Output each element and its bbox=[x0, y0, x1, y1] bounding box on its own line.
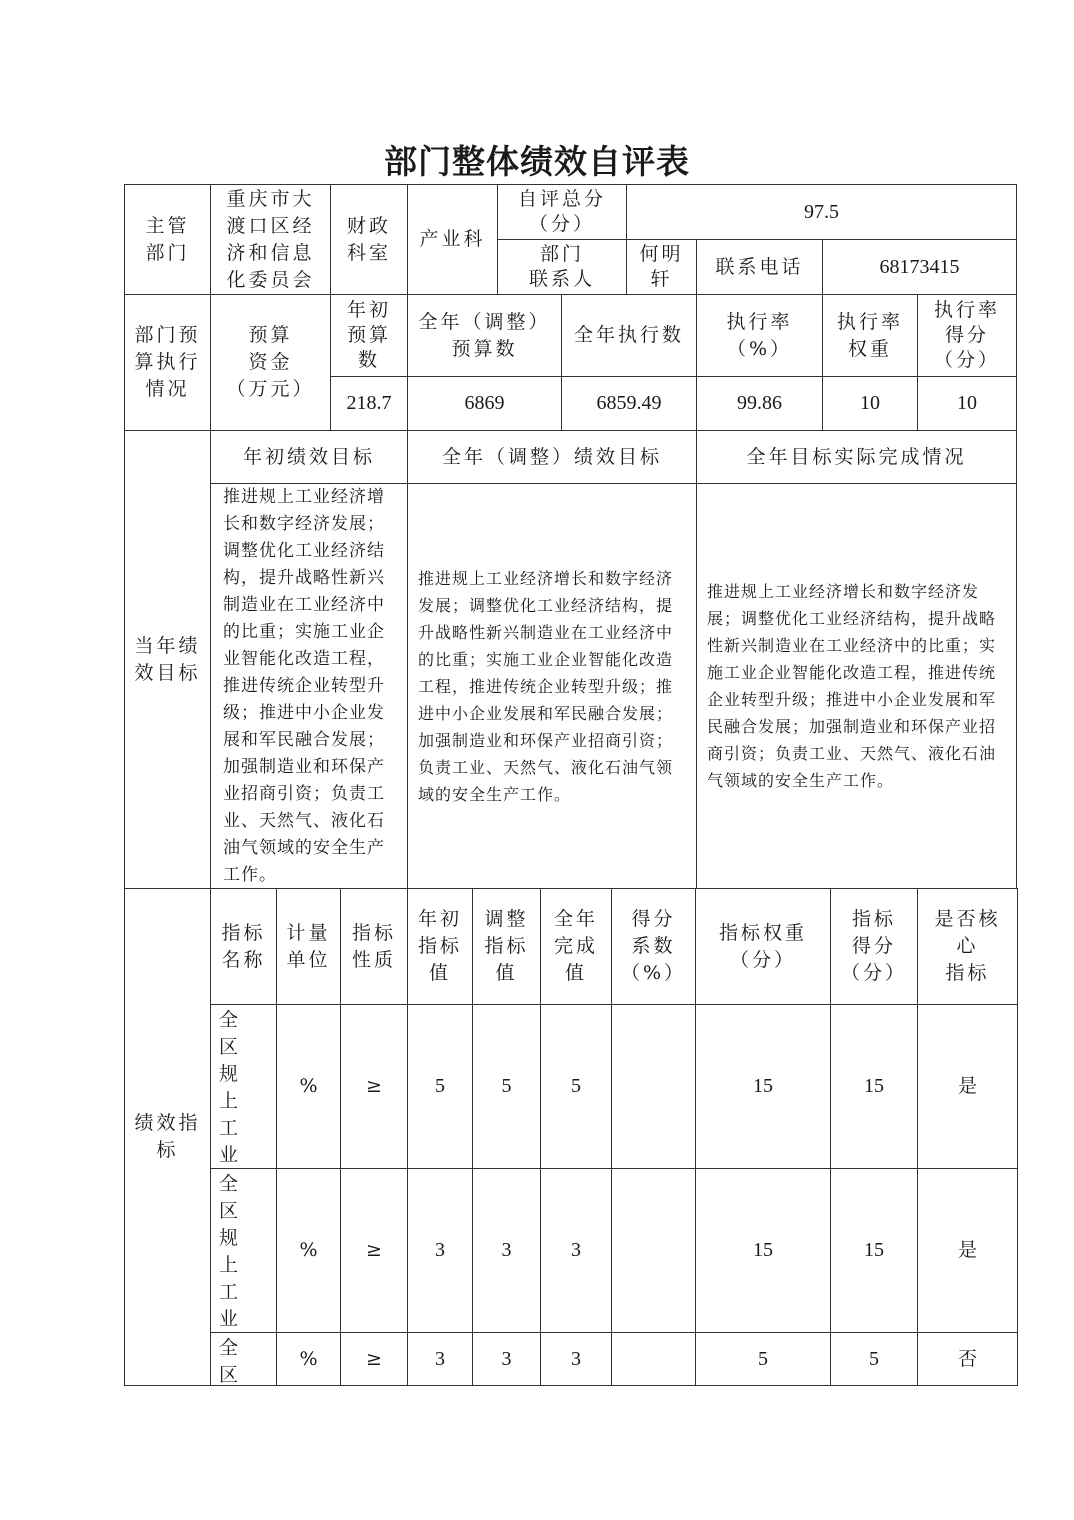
dept-label-cell bbox=[124, 184, 211, 295]
goals-initial-cell bbox=[210, 483, 408, 889]
budget-value-weight bbox=[822, 376, 918, 431]
indicator-header-cell bbox=[407, 888, 473, 1005]
indicator-weight: 5 bbox=[758, 1347, 768, 1370]
budget-col-label: 执行率 权重 bbox=[836, 310, 903, 360]
budget-section-label: 部门预 算执行 情况 bbox=[134, 324, 201, 400]
contact-value-cell bbox=[626, 239, 697, 295]
indicator-adjusted: 5 bbox=[501, 1075, 512, 1097]
score-label: 自评总分 （分） bbox=[517, 188, 606, 235]
goals-header-initial bbox=[210, 430, 408, 484]
score-value: 97.5 bbox=[804, 200, 839, 223]
goals-actual-cell bbox=[696, 483, 1017, 889]
indicator-header: 指标 性质 bbox=[351, 921, 396, 971]
goals-adjusted-text: 推进规上工业经济增长和数字经济发展；调整优化工业经济结构，提升战略性新兴制造业在工业经济中的比重；实施工业企业智能化改造工程，推进传统企业转型升级；推进中小企业发展和军民融合发展；加强制造业和环保产业招商引资；负责工业、天然气、液化石油气领域的安全生产工作。 bbox=[418, 568, 674, 804]
indicator-nature: ≥ bbox=[366, 1239, 382, 1261]
indicator-score: 15 bbox=[864, 1239, 884, 1261]
score-label-cell bbox=[497, 184, 627, 240]
indicators-section-label: 绩效指 标 bbox=[134, 1112, 201, 1161]
contact-label-cell bbox=[497, 239, 627, 295]
indicator-adjusted: 3 bbox=[501, 1239, 512, 1261]
indicator-header-cell bbox=[276, 888, 341, 1005]
indicator-row-3-indicator-initial-cell bbox=[407, 1332, 473, 1386]
indicator-header-cell bbox=[340, 888, 408, 1005]
budget-value: 6859.49 bbox=[596, 392, 662, 414]
goals-header: 年初绩效目标 bbox=[242, 445, 375, 468]
budget-col-label: 全年执行数 bbox=[573, 324, 684, 346]
indicator-row-3-indicator-adjusted-cell bbox=[472, 1332, 541, 1386]
goals-header-actual bbox=[696, 430, 1017, 484]
indicator-row-2-indicator-adjusted-cell bbox=[472, 1168, 541, 1333]
indicator-row-2-indicator-weight-cell bbox=[695, 1168, 831, 1333]
indicator-row-2-indicator-coef-cell bbox=[611, 1168, 696, 1333]
indicator-unit: % bbox=[299, 1075, 318, 1097]
budget-col-rate bbox=[696, 294, 823, 377]
indicator-nature: ≥ bbox=[366, 1075, 382, 1097]
indicator-row-1-indicator-name-cell bbox=[210, 1004, 277, 1169]
indicator-name: 全区 bbox=[219, 1337, 241, 1386]
indicator-row-1-indicator-weight-cell bbox=[695, 1004, 831, 1169]
page-title: 部门整体绩效自评表 bbox=[384, 142, 690, 181]
indicator-row-1-indicator-initial-cell bbox=[407, 1004, 473, 1169]
budget-value-executed bbox=[561, 376, 697, 431]
phone-label: 联系电话 bbox=[715, 255, 804, 278]
indicator-row-1-indicator-unit-cell bbox=[276, 1004, 341, 1169]
budget-value-initial bbox=[330, 376, 408, 431]
budget-value: 6869 bbox=[464, 392, 505, 414]
indicator-row-2-indicator-core-cell bbox=[917, 1168, 1018, 1333]
office-label-cell bbox=[330, 184, 408, 295]
indicator-row-2-indicator-nature-cell bbox=[340, 1168, 408, 1333]
indicator-row-1-indicator-coef-cell bbox=[611, 1004, 696, 1169]
indicator-row-1-indicator-nature-cell bbox=[340, 1004, 408, 1169]
contact-value: 何明 轩 bbox=[639, 243, 684, 290]
indicator-row-2-indicator-actual-cell bbox=[540, 1168, 612, 1333]
indicator-core: 是 bbox=[957, 1239, 977, 1261]
indicator-actual: 3 bbox=[571, 1239, 581, 1261]
budget-value: 10 bbox=[860, 392, 880, 414]
indicator-row-3-indicator-score-cell bbox=[830, 1332, 918, 1386]
indicator-header-cell bbox=[695, 888, 831, 1005]
indicator-row-3-indicator-weight-cell bbox=[695, 1332, 831, 1386]
indicators-section-label-cell bbox=[124, 888, 211, 1386]
contact-label: 部门 联系人 bbox=[528, 243, 595, 290]
indicator-header-cell bbox=[830, 888, 918, 1005]
budget-value-score bbox=[917, 376, 1017, 431]
indicator-header-cell bbox=[917, 888, 1018, 1005]
budget-value: 10 bbox=[957, 392, 977, 414]
office-value-cell bbox=[407, 184, 498, 295]
indicator-initial: 5 bbox=[435, 1075, 445, 1097]
indicator-header: 计量 单位 bbox=[286, 921, 331, 971]
indicator-initial: 3 bbox=[435, 1347, 445, 1370]
indicator-header: 指标权重 （分） bbox=[718, 921, 807, 971]
indicator-core: 是 bbox=[957, 1075, 977, 1097]
budget-col-score bbox=[917, 294, 1017, 377]
budget-col-weight bbox=[822, 294, 918, 377]
budget-col-label: 执行率 得分 （分） bbox=[933, 299, 1000, 371]
budget-section-label-cell bbox=[124, 294, 211, 431]
indicator-header: 得分 系数 （%） bbox=[620, 908, 687, 984]
indicator-header: 年初 指标 值 bbox=[417, 908, 462, 984]
phone-value: 68173415 bbox=[879, 255, 960, 278]
indicator-header: 全年 完成 值 bbox=[553, 908, 598, 984]
indicator-header-cell bbox=[472, 888, 541, 1005]
indicator-row-3-indicator-name-cell bbox=[210, 1332, 277, 1386]
dept-value-cell bbox=[210, 184, 331, 295]
budget-value: 99.86 bbox=[737, 392, 782, 414]
indicator-row-1-indicator-score-cell bbox=[830, 1004, 918, 1169]
indicator-row-2-indicator-name-cell bbox=[210, 1168, 277, 1333]
indicator-actual: 3 bbox=[571, 1347, 581, 1370]
goals-header: 全年（调整）绩效目标 bbox=[441, 445, 662, 468]
indicator-header: 指标 得分 （分） bbox=[840, 908, 907, 984]
budget-col-label: 执行率 （%） bbox=[726, 310, 793, 360]
budget-col-executed bbox=[561, 294, 697, 377]
score-value-cell bbox=[626, 184, 1017, 240]
budget-col-label: 全年（调整） 预算数 bbox=[418, 310, 551, 360]
budget-value-adjusted bbox=[407, 376, 562, 431]
dept-value: 重庆市大 渡口区经 济和信息 化委员会 bbox=[226, 187, 315, 291]
office-value: 产业科 bbox=[419, 228, 486, 250]
phone-value-cell bbox=[822, 239, 1017, 295]
budget-col-initial bbox=[330, 294, 408, 377]
indicator-header: 指标 名称 bbox=[221, 921, 266, 971]
goals-section-label-cell bbox=[124, 430, 211, 889]
indicator-initial: 3 bbox=[435, 1239, 445, 1261]
indicator-row-3-indicator-nature-cell bbox=[340, 1332, 408, 1386]
goals-adjusted-cell bbox=[407, 483, 697, 889]
goals-initial-text: 推进规上工业经济增长和数字经济发展；调整优化工业经济结构，提升战略性新兴制造业在工业经济中的比重；实施工业企业智能化改造工程，推进传统企业转型升级；推进中小企业发展和军民融合发展；加强制造业和环保产业招商引资；负责工业、天然气、液化石油气领域的安全生产工作。 bbox=[223, 486, 385, 885]
indicator-row-1-indicator-core-cell bbox=[917, 1004, 1018, 1169]
indicator-header-cell bbox=[611, 888, 696, 1005]
budget-col-label: 年初 预算 数 bbox=[346, 299, 391, 371]
indicator-nature: ≥ bbox=[366, 1347, 382, 1370]
indicator-row-1-indicator-adjusted-cell bbox=[472, 1004, 541, 1169]
goals-header-adjusted bbox=[407, 430, 697, 484]
indicator-core: 否 bbox=[957, 1347, 977, 1370]
indicator-row-2-indicator-initial-cell bbox=[407, 1168, 473, 1333]
indicator-name: 全区规上工业 bbox=[219, 1173, 241, 1330]
indicator-row-2-indicator-score-cell bbox=[830, 1168, 918, 1333]
indicator-score: 15 bbox=[864, 1075, 884, 1097]
budget-value-rate bbox=[696, 376, 823, 431]
indicator-adjusted: 3 bbox=[501, 1347, 512, 1370]
dept-label: 主管 部门 bbox=[145, 214, 190, 264]
indicator-unit: % bbox=[299, 1347, 318, 1370]
goals-header: 全年目标实际完成情况 bbox=[746, 445, 967, 468]
indicator-unit: % bbox=[299, 1239, 318, 1261]
indicator-row-2-indicator-unit-cell bbox=[276, 1168, 341, 1333]
office-label: 财政 科室 bbox=[346, 214, 391, 264]
indicator-header: 是否核 心 指标 bbox=[934, 908, 1001, 984]
indicator-row-1-indicator-actual-cell bbox=[540, 1004, 612, 1169]
indicator-header-cell bbox=[540, 888, 612, 1005]
phone-label-cell bbox=[696, 239, 823, 295]
goals-actual-text: 推进规上工业经济增长和数字经济发展；调整优化工业经济结构，提升战略性新兴制造业在工业经济中的比重；实施工业企业智能化改造工程，推进传统企业转型升级；推进中小企业发展和军民融合发展；加强制造业和环保产业招商引资；负责工业、天然气、液化石油气领域的安全生产工作。 bbox=[707, 582, 997, 790]
indicator-weight: 15 bbox=[753, 1239, 773, 1261]
goals-section-label: 当年绩 效目标 bbox=[134, 634, 201, 684]
indicator-weight: 15 bbox=[753, 1075, 773, 1097]
indicator-header: 调整 指标 值 bbox=[484, 908, 529, 984]
funds-label-cell bbox=[210, 294, 331, 431]
indicator-row-3-indicator-actual-cell bbox=[540, 1332, 612, 1386]
indicator-score: 5 bbox=[869, 1347, 879, 1370]
indicator-row-3-indicator-unit-cell bbox=[276, 1332, 341, 1386]
indicator-row-3-indicator-core-cell bbox=[917, 1332, 1018, 1386]
budget-value: 218.7 bbox=[346, 392, 392, 414]
indicator-header-cell bbox=[210, 888, 277, 1005]
indicator-name: 全区规上工业 bbox=[219, 1009, 241, 1166]
budget-col-adjusted bbox=[407, 294, 562, 377]
indicator-row-3-indicator-coef-cell bbox=[611, 1332, 696, 1386]
funds-label: 预算 资金 （万元） bbox=[226, 324, 315, 400]
indicator-actual: 5 bbox=[571, 1075, 581, 1097]
